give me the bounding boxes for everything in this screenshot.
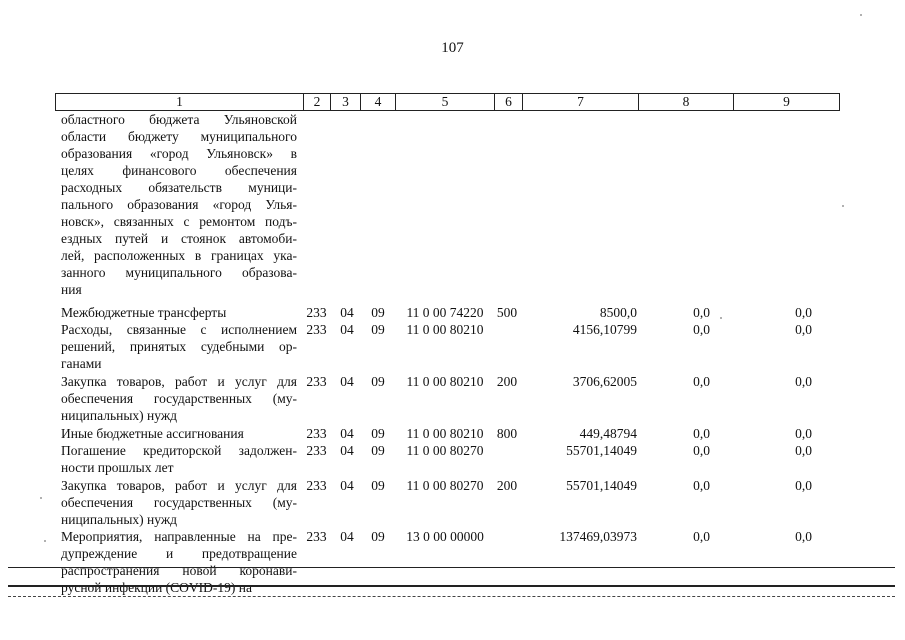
- description-line: ности прошлых лет: [61, 460, 174, 475]
- description-line: дупреждение и предотвращение: [61, 546, 297, 561]
- header-col-4: 4: [361, 94, 396, 110]
- description-line: областного бюджета Ульяновской: [61, 112, 297, 127]
- scan-speck: [44, 540, 46, 542]
- description-line: Закупка товаров, работ и услуг для: [61, 478, 297, 493]
- table-row: [0, 425, 905, 442]
- cell-c8: 0,0: [693, 305, 710, 320]
- row-description: [61, 321, 297, 372]
- cell-c5: 11 0 00 74220: [406, 305, 484, 320]
- table-row: [0, 442, 905, 476]
- description-line: обеспечения государственных (му-: [61, 495, 297, 510]
- scan-artifact-dashed-line: [8, 596, 895, 597]
- page-bottom-rule: [8, 567, 895, 568]
- header-col-7: 7: [523, 94, 639, 110]
- description-line: Расходы, связанные с исполнением: [61, 322, 297, 337]
- description-line: лей, расположенных в границах ука-: [61, 248, 297, 263]
- cell-c8: 0,0: [693, 443, 710, 458]
- cell-c7: 55701,14049: [566, 478, 637, 493]
- header-col-2: 2: [304, 94, 331, 110]
- cell-c2: 233: [306, 374, 327, 389]
- cell-c6: 200: [496, 478, 518, 493]
- table-row: [0, 373, 905, 424]
- description-line: целях финансового обеспечения: [61, 163, 297, 178]
- description-line: Мероприятия, направленные на пре-: [61, 529, 297, 544]
- description-line: ездных путей и стоянок автомоби-: [61, 231, 297, 246]
- description-line: Закупка товаров, работ и услуг для: [61, 374, 297, 389]
- description-line: образования «город Ульяновск» в: [61, 146, 297, 161]
- cell-c8: 0,0: [693, 529, 710, 544]
- table-header-row: [55, 93, 840, 111]
- scan-speck: [40, 497, 42, 499]
- cell-c9: 0,0: [795, 478, 812, 493]
- cell-c9: 0,0: [795, 305, 812, 320]
- cell-c4: 09: [371, 426, 385, 441]
- cell-c5: 11 0 00 80270: [406, 478, 484, 493]
- cell-c9: 0,0: [795, 322, 812, 337]
- scan-speck: [842, 205, 844, 207]
- table-row: [0, 111, 905, 298]
- table-row: [0, 304, 905, 321]
- cell-c3: 04: [340, 374, 354, 389]
- description-line: занного муниципального образова-: [61, 265, 297, 280]
- description-line: новск», связанных с ремонтом подъ-: [61, 214, 297, 229]
- cell-c6: 800: [496, 426, 518, 441]
- page-number: 107: [441, 40, 464, 56]
- row-description: [61, 425, 297, 442]
- cell-c2: 233: [306, 478, 327, 493]
- cell-c8: 0,0: [693, 322, 710, 337]
- description-line: русной инфекции (COVID-19) на: [61, 580, 253, 595]
- cell-c4: 09: [371, 478, 385, 493]
- cell-c3: 04: [340, 443, 354, 458]
- cell-c9: 0,0: [795, 426, 812, 441]
- cell-c5: 13 0 00 00000: [406, 529, 484, 544]
- cell-c2: 233: [306, 322, 327, 337]
- description-line: ниципальных) нужд: [61, 408, 178, 423]
- cell-c5: 11 0 00 80210: [406, 426, 484, 441]
- cell-c5: 11 0 00 80210: [406, 374, 484, 389]
- cell-c2: 233: [306, 426, 327, 441]
- row-description: [61, 373, 297, 424]
- description-line: расходных обязательств муници-: [61, 180, 297, 195]
- cell-c3: 04: [340, 529, 354, 544]
- header-col-8: 8: [639, 94, 734, 110]
- cell-c3: 04: [340, 305, 354, 320]
- description-line: решений, принятых судебными ор-: [61, 339, 297, 354]
- description-line: распространения новой коронави-: [61, 563, 297, 578]
- cell-c2: 233: [306, 305, 327, 320]
- page-bottom-rule-double: [8, 585, 895, 587]
- cell-c9: 0,0: [795, 443, 812, 458]
- cell-c8: 0,0: [693, 374, 710, 389]
- cell-c7: 137469,03973: [559, 529, 637, 544]
- cell-c7: 55701,14049: [566, 443, 637, 458]
- cell-c9: 0,0: [795, 529, 812, 544]
- description-line: пального образования «город Улья-: [61, 197, 297, 212]
- row-description: [61, 442, 297, 476]
- description-line: ганами: [61, 356, 102, 371]
- cell-c3: 04: [340, 322, 354, 337]
- header-col-1: 1: [56, 94, 304, 110]
- cell-c4: 09: [371, 443, 385, 458]
- row-description: [61, 304, 297, 321]
- row-description: [61, 111, 297, 298]
- cell-c9: 0,0: [795, 374, 812, 389]
- cell-c3: 04: [340, 478, 354, 493]
- cell-c3: 04: [340, 426, 354, 441]
- description-line: Погашение кредиторской задолжен-: [61, 443, 297, 458]
- header-col-6: 6: [495, 94, 523, 110]
- table-row: [0, 477, 905, 528]
- description-line: ниципальных) нужд: [61, 512, 178, 527]
- row-description: [61, 477, 297, 528]
- description-line: ния: [61, 282, 82, 297]
- header-col-9: 9: [783, 94, 790, 109]
- description-line: области бюджету муниципального: [61, 129, 297, 144]
- cell-c5: 11 0 00 80210: [406, 322, 484, 337]
- cell-c6: 200: [496, 374, 518, 389]
- cell-c7: 8500,0: [599, 305, 637, 320]
- cell-c7: 4156,10799: [572, 322, 637, 337]
- table-row: [0, 321, 905, 372]
- cell-c8: 0,0: [693, 478, 710, 493]
- cell-c6: 500: [496, 305, 518, 320]
- scan-speck: [720, 317, 722, 319]
- cell-c2: 233: [306, 529, 327, 544]
- cell-c5: 11 0 00 80270: [406, 443, 484, 458]
- description-line: обеспечения государственных (му-: [61, 391, 297, 406]
- cell-c8: 0,0: [693, 426, 710, 441]
- scan-speck: [860, 14, 862, 16]
- cell-c7: 449,48794: [579, 426, 637, 441]
- description-line: Иные бюджетные ассигнования: [61, 426, 244, 441]
- description-line: Межбюджетные трансферты: [61, 305, 227, 320]
- cell-c7: 3706,62005: [572, 374, 637, 389]
- cell-c2: 233: [306, 443, 327, 458]
- cell-c4: 09: [371, 322, 385, 337]
- cell-c4: 09: [371, 529, 385, 544]
- header-col-3: 3: [331, 94, 361, 110]
- cell-c4: 09: [371, 374, 385, 389]
- header-col-5: 5: [396, 94, 495, 110]
- cell-c4: 09: [371, 305, 385, 320]
